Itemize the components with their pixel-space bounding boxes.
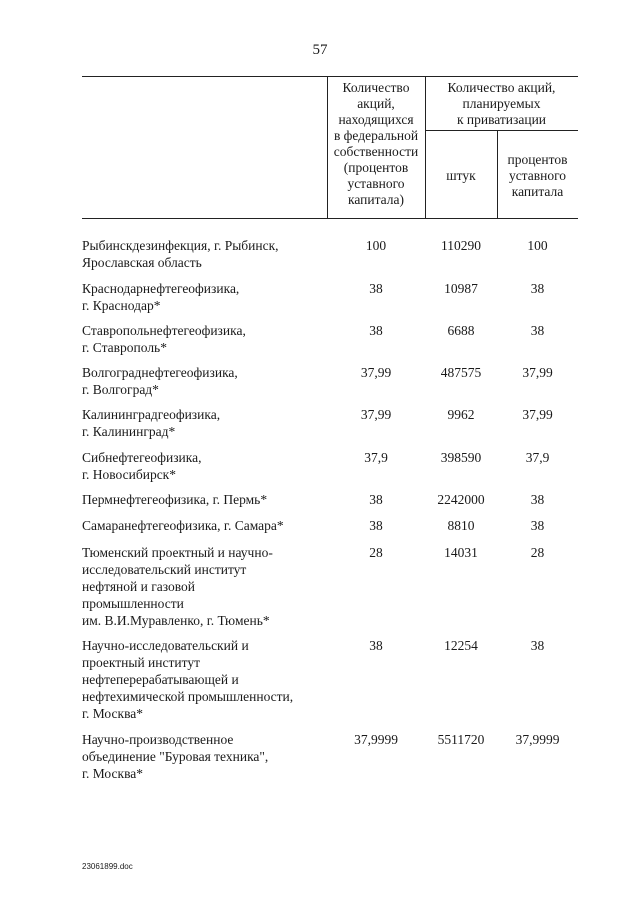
text-line: Рыбинскдезинфекция, г. Рыбинск, (82, 238, 279, 253)
text-line: г. Ставрополь* (82, 340, 167, 355)
group-header-rule (425, 130, 578, 131)
row-shares: 10987 (444, 281, 478, 296)
text-line: нефтеперерабатывающей и (82, 672, 239, 687)
row-federal-share: 37,99 (360, 407, 392, 422)
text-line: находящихся (338, 112, 414, 127)
row-percent: 38 (530, 492, 545, 507)
text-line: планируемых (462, 96, 541, 111)
page-number: 57 (312, 42, 328, 58)
text-line: штук (446, 168, 476, 183)
row-shares: 8810 (447, 518, 475, 533)
row-federal-share: 38 (369, 281, 383, 296)
text-line: Количество акций, (447, 80, 556, 95)
header-federal-share (327, 80, 425, 208)
row-org-name (82, 637, 327, 722)
row-percent: 37,99 (522, 365, 553, 380)
text-line: Краснодарнефтегеофизика, (82, 281, 240, 296)
row-org-name (82, 280, 327, 314)
text-line: г. Волгоград* (82, 382, 159, 397)
text-line: Самаранефтегеофизика, г. Самара* (82, 518, 284, 533)
row-org-name (82, 731, 327, 782)
row-federal-share: 38 (369, 492, 383, 507)
row-percent: 37,9 (525, 450, 550, 465)
footer-filename: 23061899.doc (82, 862, 133, 871)
text-line: г. Москва* (82, 706, 144, 721)
text-line: проектный институт (82, 655, 200, 670)
row-percent: 37,99 (522, 407, 553, 422)
text-line: г. Москва* (82, 766, 144, 781)
row-federal-share: 38 (369, 638, 383, 653)
text-line: нефтяной и газовой (82, 579, 196, 594)
row-org-name (82, 544, 327, 629)
text-line: уставного (347, 176, 405, 191)
table-header-bottom-rule (82, 218, 578, 219)
row-org-name (82, 406, 327, 440)
row-federal-share: 38 (369, 323, 383, 338)
row-federal-share: 37,99 (360, 365, 392, 380)
text-line: исследовательский институт (82, 562, 247, 577)
row-shares: 110290 (441, 238, 481, 253)
text-line: к приватизации (456, 112, 547, 127)
text-line: (процентов (343, 160, 409, 175)
row-org-name (82, 322, 327, 356)
text-line: им. В.И.Муравленко, г. Тюмень* (82, 613, 270, 628)
text-line: акций, (357, 96, 395, 111)
row-shares: 398590 (440, 450, 482, 465)
text-line: Калининградгеофизика, (82, 407, 221, 422)
text-line: г. Калининград* (82, 424, 176, 439)
row-federal-share: 28 (369, 545, 383, 560)
text-line: г. Краснодар* (82, 298, 161, 313)
text-line: Тюменский проектный и научно- (82, 545, 273, 560)
header-planned-group (425, 80, 578, 128)
text-line: уставного (508, 168, 567, 183)
text-line: в федеральной (333, 128, 419, 143)
row-percent: 38 (530, 281, 545, 296)
row-federal-share: 37,9 (364, 450, 388, 465)
row-percent: 100 (527, 238, 548, 253)
row-shares: 487575 (440, 365, 482, 380)
row-percent: 38 (530, 323, 545, 338)
text-line: Сибнефтегеофизика, (82, 450, 202, 465)
text-line: нефтехимической промышленности, (82, 689, 294, 704)
table-top-rule (82, 76, 578, 77)
row-org-name (82, 237, 327, 271)
text-line: Ставропольнефтегеофизика, (82, 323, 246, 338)
row-shares: 9962 (447, 407, 475, 422)
row-federal-share: 100 (365, 238, 387, 253)
text-line: промышленности (82, 596, 184, 611)
row-shares: 6688 (447, 323, 475, 338)
text-line: Волгограднефтегеофизика, (82, 365, 238, 380)
row-shares: 5511720 (437, 732, 485, 747)
row-federal-share: 37,9999 (354, 732, 398, 747)
text-line: собственности (333, 144, 419, 159)
row-federal-share: 38 (369, 518, 383, 533)
text-line: Количество (342, 80, 410, 95)
row-percent: 37,9999 (515, 732, 560, 747)
text-line: процентов (507, 152, 568, 167)
text-line: Ярославская область (82, 255, 202, 270)
text-line: капитала) (347, 192, 405, 207)
text-line: капитала (511, 184, 564, 199)
text-line: объединение "Буровая техника", (82, 749, 269, 764)
header-percent (497, 152, 578, 200)
row-org-name (82, 491, 327, 508)
text-line: Пермнефтегеофизика, г. Пермь* (82, 492, 268, 507)
row-percent: 38 (530, 518, 545, 533)
text-line: Научно-исследовательский и (82, 638, 249, 653)
header-shares (425, 168, 497, 184)
row-percent: 28 (530, 545, 545, 560)
row-org-name (82, 449, 327, 483)
row-shares: 14031 (444, 545, 478, 560)
row-org-name (82, 517, 327, 534)
row-org-name (82, 364, 327, 398)
row-percent: 38 (530, 638, 545, 653)
text-line: Научно-производственное (82, 732, 234, 747)
text-line: г. Новосибирск* (82, 467, 176, 482)
row-shares: 12254 (444, 638, 478, 653)
row-shares: 2242000 (437, 492, 485, 507)
